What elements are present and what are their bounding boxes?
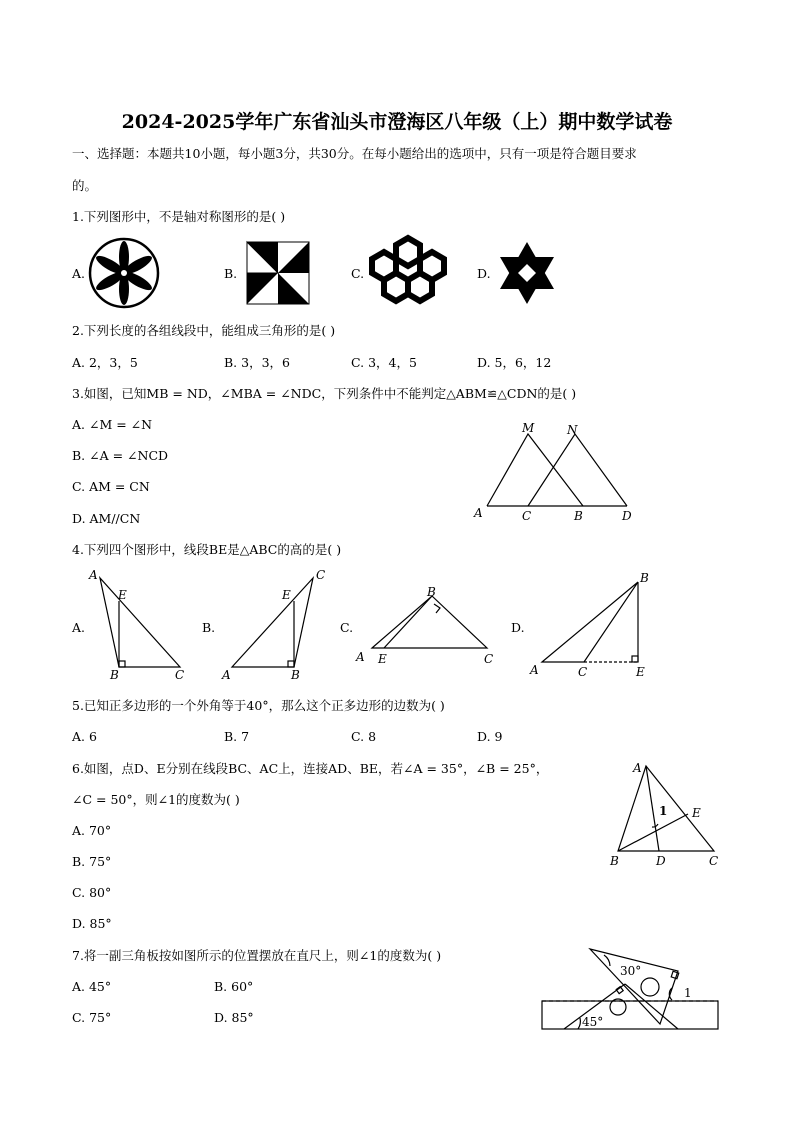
q5-option-a[interactable]: A. 6 [72, 729, 97, 744]
q4d-label-c: C [578, 665, 588, 679]
question-1-stem: 1.下列图形中，不是轴对称图形的是( ) [72, 209, 286, 224]
q5-option-c[interactable]: C. 8 [351, 729, 377, 744]
q1-option-d[interactable]: D. [477, 266, 491, 281]
q4b-label-c: C [316, 568, 326, 582]
q4c-label-b: B [427, 585, 436, 599]
q3-option-d[interactable]: D. AM//CN [72, 511, 141, 526]
section-header-line1: 一、选择题：本题共10小题，每小题3分，共30分。在每小题给出的选项中，只有一项是符合题目要求 [72, 146, 637, 161]
question-7-stem: 7.将一副三角板按如图所示的位置摆放在直尺上，则∠1的度数为( ) [72, 948, 442, 963]
q4a-label-b: B [110, 668, 119, 682]
q1-figure-d-star [496, 240, 558, 306]
section-header-line2: 的。 [72, 178, 98, 193]
q7-label-30deg: 30° [620, 964, 642, 978]
q7-figure-set-squares-ruler [538, 944, 728, 1034]
q7-option-b[interactable]: B. 60° [214, 979, 254, 994]
q4b-label-e: E [282, 588, 291, 602]
q3-option-b[interactable]: B. ∠A = ∠NCD [72, 448, 169, 463]
q1-figure-c-hexagons [368, 235, 448, 305]
q4-option-d[interactable]: D. [511, 620, 525, 635]
question-3-stem: 3.如图，已知MB = ND，∠MBA = ∠NDC，下列条件中不能判定△ABM≌△CDN的是( ) [72, 386, 577, 401]
question-6-stem-line1: 6.如图，点D、E分别在线段BC、AC上，连接AD、BE，若∠A = 35°，∠B = 25°， [72, 761, 549, 776]
q4-figure-d [528, 570, 658, 680]
question-5-stem: 5.已知正多边形的一个外角等于40°，那么这个正多边形的边数为( ) [72, 698, 445, 713]
q6-option-a[interactable]: A. 70° [72, 823, 112, 838]
q6-label-b: B [610, 854, 619, 868]
q4b-label-b: B [291, 668, 300, 682]
q3-figure-triangles [470, 418, 640, 528]
q3-label-n: N [567, 423, 578, 437]
q6-option-c[interactable]: C. 80° [72, 885, 112, 900]
q1-option-a[interactable]: A. [72, 266, 86, 281]
q3-label-m: M [522, 421, 535, 435]
q1-option-b[interactable]: B. [224, 266, 238, 281]
q4d-label-e: E [636, 665, 645, 679]
q6-label-d: D [656, 854, 666, 868]
q5-option-d[interactable]: D. 9 [477, 729, 503, 744]
q6-option-b[interactable]: B. 75° [72, 854, 112, 869]
q4d-label-b: B [640, 571, 649, 585]
q7-option-c[interactable]: C. 75° [72, 1010, 112, 1025]
q6-label-angle-1: 1 [659, 804, 668, 818]
q4a-label-a: A [89, 568, 98, 582]
q3-label-b: B [574, 509, 583, 523]
q2-option-d[interactable]: D. 5，6，12 [477, 355, 552, 370]
q4-figure-c [354, 584, 504, 674]
q6-label-a: A [633, 761, 642, 775]
q7-option-d[interactable]: D. 85° [214, 1010, 254, 1025]
q4a-label-c: C [175, 668, 185, 682]
q4a-label-e: E [118, 588, 127, 602]
question-2-stem: 2.下列长度的各组线段中，能组成三角形的是( ) [72, 323, 336, 338]
q3-label-c: C [522, 509, 532, 523]
q2-option-c[interactable]: C. 3，4，5 [351, 355, 417, 370]
q6-label-c: C [709, 854, 719, 868]
q4-figure-a [88, 568, 188, 680]
q4-option-c[interactable]: C. [340, 620, 354, 635]
q7-label-45deg: 45° [582, 1015, 604, 1029]
question-4-stem: 4.下列四个图形中，线段BE是△ABC的高的是( ) [72, 542, 342, 557]
q3-label-d: D [622, 509, 632, 523]
q4-option-b[interactable]: B. [202, 620, 216, 635]
q6-option-d[interactable]: D. 85° [72, 916, 112, 931]
q3-label-a: A [474, 506, 483, 520]
q4-figure-b [222, 568, 332, 680]
question-6-stem-line2: ∠C = 50°，则∠1的度数为( ) [72, 792, 240, 807]
q5-option-b[interactable]: B. 7 [224, 729, 250, 744]
q1-option-c[interactable]: C. [351, 266, 365, 281]
q4c-label-e: E [378, 652, 387, 666]
q7-option-a[interactable]: A. 45° [72, 979, 112, 994]
q6-figure-triangle [604, 758, 734, 868]
q4b-label-a: A [222, 668, 231, 682]
q4d-label-a: A [530, 663, 539, 677]
q4c-label-c: C [484, 652, 494, 666]
q3-option-a[interactable]: A. ∠M = ∠N [72, 417, 153, 432]
q4-option-a[interactable]: A. [72, 620, 86, 635]
q6-label-e: E [692, 806, 701, 820]
q1-figure-b-pinwheel [247, 242, 309, 304]
q4c-label-a: A [356, 650, 365, 664]
page-title: 2024-2025学年广东省汕头市澄海区八年级（上）期中数学试卷 [121, 111, 673, 133]
q7-label-angle-1: 1 [684, 986, 692, 1000]
q2-option-a[interactable]: A. 2，3，5 [72, 355, 138, 370]
q1-figure-a-flower [88, 237, 160, 309]
q3-option-c[interactable]: C. AM = CN [72, 479, 150, 494]
q2-option-b[interactable]: B. 3，3，6 [224, 355, 290, 370]
